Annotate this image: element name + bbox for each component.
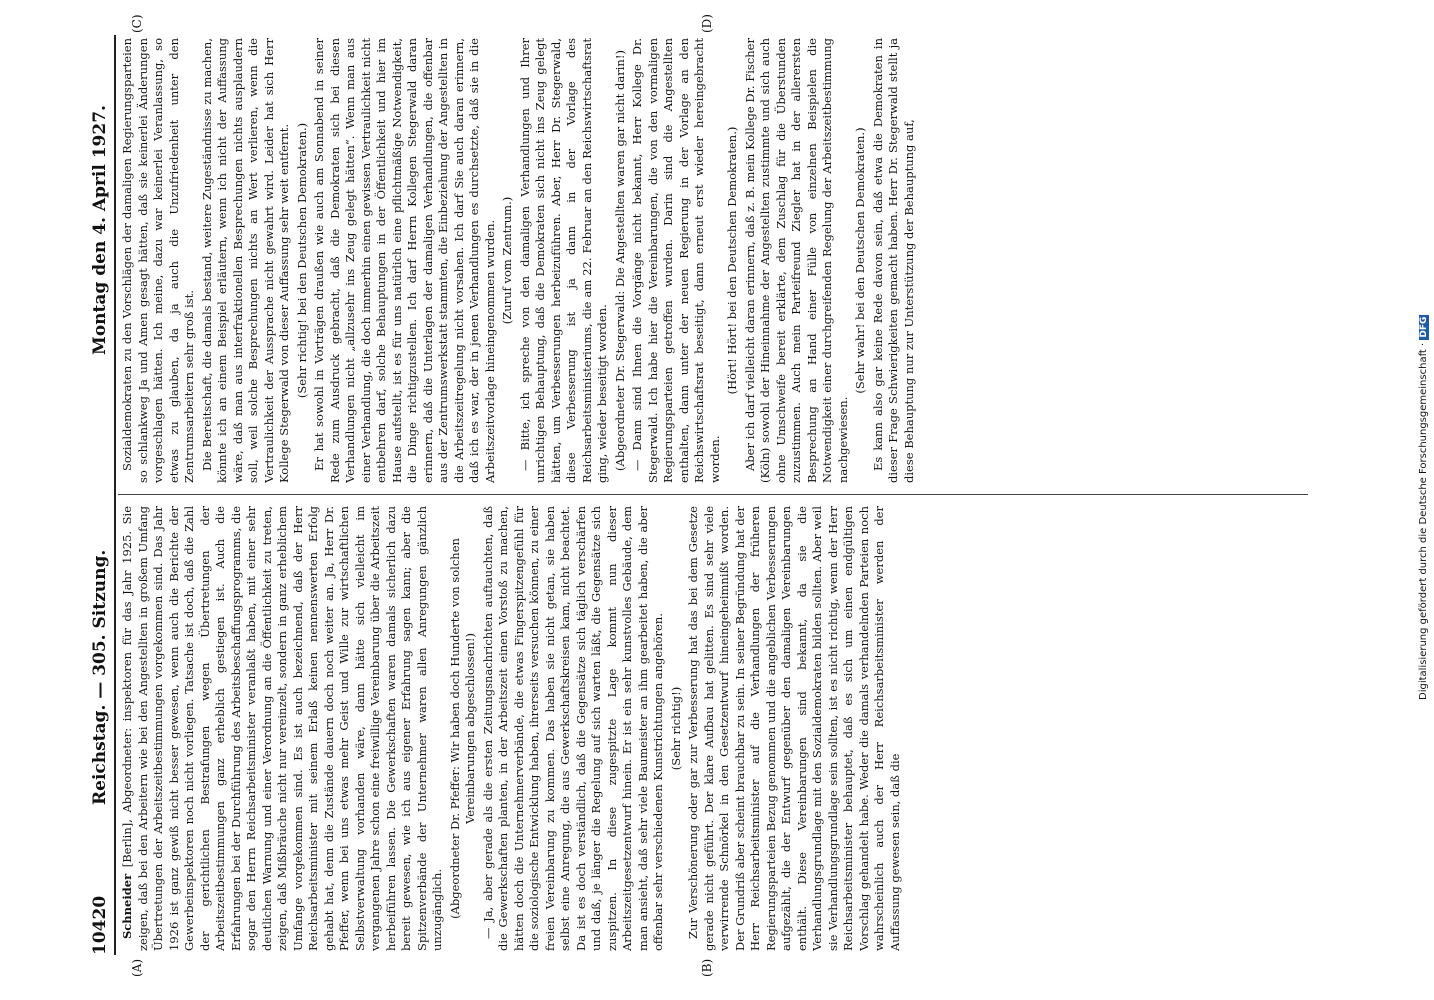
- interjection: (Abgeordneter Dr. Pfeffer: Wir haben doch Hunderte von solchen Vereinbarungen abgeschlossen!): [447, 538, 477, 919]
- speech-paragraph: — Ja, aber gerade als die ersten Zeitungsnachrichten auftauchten, daß die Gewerkschaften planten, in der Arbeitszeit einen Vorstoß zu machen, hätten doch die Unternehmerverbände, die etwas Fingerspitzengefühl für die soziologische Entwicklung haben, ihrerseits versuchen können, zu einer freien Vereinbarung zu kommen. Das haben sie nicht getan, sie haben selbst eine Anregung, die aus Gewerkschaftskreisen kam, nicht beachtet. Da ist es doch verständlich, daß die Gegensätze sich täglich verschärfen und daß, je länger die Regelung auf sich warten läßt, die Gegensätze sich zuspitzen. In diese zugespitzte Lage kommt nun dieser Arbeitszeitgesetzentwurf hinein. Er ist ein sehr kunstvolles Gebäude, dem man ansieht, daß sehr viele Baumeister an ihm gearbeitet haben, die aber offenbar sehr verschiedenen Kunstrichtungen angehören.: [480, 506, 665, 951]
- page-header: [90, 35, 116, 955]
- interjection: (Abgeordneter Dr. Stegerwald: Die Angestellten waren gar nicht darin!): [612, 50, 627, 471]
- digitization-note: [1418, 10, 1432, 700]
- margin-marker-d: (D): [700, 14, 714, 33]
- session-title: Reichstag. — 305. Sitzung.: [90, 549, 110, 805]
- speech-paragraph: Es kann also gar keine Rede davon sein, daß etwa die Demokraten in dieser Frage Schwierigkeiten gemacht haben. Herr Dr. Stegerwald stellt ja diese Behauptung nur zur Unterstützung der Behauptung auf,: [870, 38, 916, 483]
- interjection: (Sehr wahr! bei den Deutschen Demokraten.): [853, 127, 867, 394]
- interjection: (Sehr richtig!): [668, 686, 683, 771]
- session-date: Montag den 4. April 1927.: [90, 105, 110, 355]
- page-number: 10420: [90, 895, 110, 955]
- header-rule: [114, 35, 116, 955]
- side-note-text: Digitalisierung gefördert durch die Deutsche Forschungsgemeinschaft: [1418, 349, 1429, 700]
- speech-paragraph: Aber ich darf vielleicht daran erinnern, daß z. B. mein Kollege Dr. Fischer (Köln) sowohl der Hineinnahme der Angestellten zustimmte und sich auch ohne Umschweife bereit erklärte, dem Zuschlag für die Überstunden zuzustimmen. Auch mein Parteifreund Ziegler hat in der allerersten Besprechung an Hand einer Fülle von einzelnen Beispielen die Notwendigkeit einer durchgreifenden Regelung der Arbeitszeitbestimmung nachgewiesen.: [742, 38, 850, 483]
- rotated-page-content: [90, 14, 1315, 977]
- speech-paragraph: — Bitte, ich spreche von den damaligen Verhandlungen und Ihrer unrichtigen Behauptung, daß die Demokraten sich nicht ins Zeug gelegt hätten, um Verbesserungen herbeizuführen. Aber, Herr Dr. Stegerwald, diese Verbesserung ist ja dann in der Vorlage des Reichsarbeitsministeriums, die am 22. Februar an den Reichswirtschaftsrat ging, wieder beseitigt worden.: [517, 38, 609, 483]
- interjection: (Hört! Hört! bei den Deutschen Demokraten.): [725, 126, 739, 395]
- left-column: [120, 506, 1310, 951]
- digitization-note-text: Digitalisierung gefördert durch die Deutsche Forschungsgemeinschaft · DFG: [1418, 316, 1429, 700]
- column-divider: [118, 494, 1308, 495]
- right-column: [120, 38, 1310, 483]
- speech-paragraph: [120, 506, 446, 951]
- interjection: (Sehr richtig! bei den Deutschen Demokraten.): [294, 122, 309, 399]
- speech-paragraph: Er hat sowohl in Vorträgen draußen wie auch am Sonnabend in seiner Rede zum Ausdruck gebracht, daß die Demokraten sich bei diesen Verhandlungen nicht „allzusehr ins Zeug gelegt hätten“. Wenn man aus einer Verhandlung, die doch immerhin einen gewissen Vertraulichkeit nicht entbehren darf, solche Behauptungen in der Öffentlichkeit und hier im Hause aufstellt, ist es für uns natürlich eine pflichtmäßige Notwendigkeit, die Dinge richtigzustellen. Ich darf Herrn Kollegen Stegerwald daran erinnern, daß die Unterlagen der damaligen Verhandlungen, die offenbar aus der Zentrumswerkstatt stammten, die Einbeziehung der Angestellten in die Arbeitszeitregelung nicht vorsahen. Ich darf Sie auch daran erinnern, daß ich es war, der in jenen Verhandlungen es durchsetzte, daß sie in die Arbeitszeitvorlage hineingenommen wurden.: [312, 38, 497, 483]
- speech-paragraph: Die Bereitschaft, die damals bestand, weitere Zugeständnisse zu machen, könnte ich an einem Beispiel erläutern, wenn ich nicht der Auffassung wäre, daß man aus interfraktionellen Besprechungen nichts ausplaudern soll, weil solche Besprechungen nichts an Wert verlieren, wenn die Vertraulichkeit der Aussprache nicht gewahrt wird. Leider hat sich Herr Kollege Stegerwald von dieser Auffassung sehr weit entfernt.: [199, 38, 291, 483]
- speech-paragraph: — Dann sind Ihnen die Vorgänge nicht bekannt, Herr Kollege Dr. Stegerwald. Ich habe hier die Vereinbarungen, die von den vormaligen Regierungsparteien getroffen wurden. Darin sind die Angestellten enthalten, dann unter der neuen Regierung in der Vorlage an den Reichswirtschaftsrat beseitigt, dann erneut erst wieder hereingebracht worden.: [630, 38, 722, 483]
- margin-marker-b: (B): [700, 958, 714, 977]
- interjection: (Zuruf vom Zentrum.): [500, 196, 514, 325]
- dfg-logo: DFG: [1419, 316, 1429, 338]
- speech-paragraph: Sozialdemokraten zu den Vorschlägen der damaligen Regierungsparteien so schlankweg Ja und Amen gesagt hätten, daß sie keinerlei Änderungen vorgeschlagen hätten. Ich meine, dazu war keinerlei Veranlassung, so etwas zu glauben, da ja auch die Unzufriedenheit unter den Zentrumsarbeitern sehr groß ist.: [120, 38, 196, 483]
- speaker-name: Schneider: [120, 873, 134, 939]
- margin-marker-a: (A): [130, 958, 144, 977]
- speech-paragraph: Zur Verschönerung oder gar zur Verbesserung hat das bei dem Gesetze gerade nicht geführt. Der klare Aufbau hat gelitten. Es sind sehr viele verwirrende Schnörkel in den Gesetzentwurf hineingeheimnißt worden. Der Grundriß aber scheint brauchbar zu sein. In seiner Begründung hat der Herr Reichsarbeitsminister auf die Verhandlungen der früheren Regierungsparteien Bezug genommen und die angeblichen Verbesserungen aufgezählt, die der Entwurf gegenüber den damaligen Vereinbarungen enthält. Diese Vereinbarungen sind bekannt, da sie die Verhandlungsgrundlage mit den Sozialdemokraten bilden sollten. Aber weil sie Verhandlungsgrundlage sein sollten, ist es nicht richtig, wenn der Herr Reichsarbeitsminister behauptet, daß es sich um einen endgültigen Vorschlag gehandelt habe. Weder die damals verhandelnden Parteien noch wahrscheinlich auch der Herr Reichsarbeitsminister werden der Auffassung gewesen sein, daß die: [686, 506, 902, 951]
- paragraph-text: [Berlin], Abgeordneter: inspektoren für das Jahr 1925. Sie zeigen, daß bei den Arbeitern wie bei den Angestellten in großem Umfang Übertretungen der Arbeitszeitbestimmungen vorgekommen sind. Das Jahr 1926 ist ganz gewiß nicht besser gewesen, wenn auch die Berichte der Gewerbeinspektoren noch nicht vorliegen. Tatsache ist doch, daß die Zahl der gerichtlichen Bestrafungen wegen Übertretungen der Arbeitszeitbestimmungen ganz erheblich gestiegen ist. Auch die Erfahrungen bei der Durchführung des Arbeitsbeschaffungsprogramms, die sogar den Herrn Reichsarbeitsminister veranlaßt haben, mit einer sehr deutlichen Warnung und einer Verordnung an die Öffentlichkeit zu treten, zeigen, daß Mißbräuche nicht nur vereinzelt, sondern in ganz erheblichem Umfange vorgekommen sind. Es ist auch bezeichnend, daß der Herr Reichsarbeitsminister mit seinem Erlaß keinen nennenswerten Erfolg gehabt hat, denn die Zustände dauern doch noch weiter an. Ja, Herr Dr. Pfeffer, wenn bei uns etwas mehr Geist und Wille zur wirtschaftlichen Selbstverwaltung vorhanden wäre, dann hätte sich vielleicht im vergangenen Jahre schon eine freiwillige Vereinbarung über die Arbeitszeit herbeiführen lassen. Die Gewerkschaften waren damals sicherlich dazu bereit gewesen, wie ich aus eigener Erfahrung sagen kann; aber die Spitzenverbände der Unternehmer waren allen Anregungen gänzlich unzugänglich.: [120, 506, 444, 951]
- margin-marker-c: (C): [130, 14, 144, 33]
